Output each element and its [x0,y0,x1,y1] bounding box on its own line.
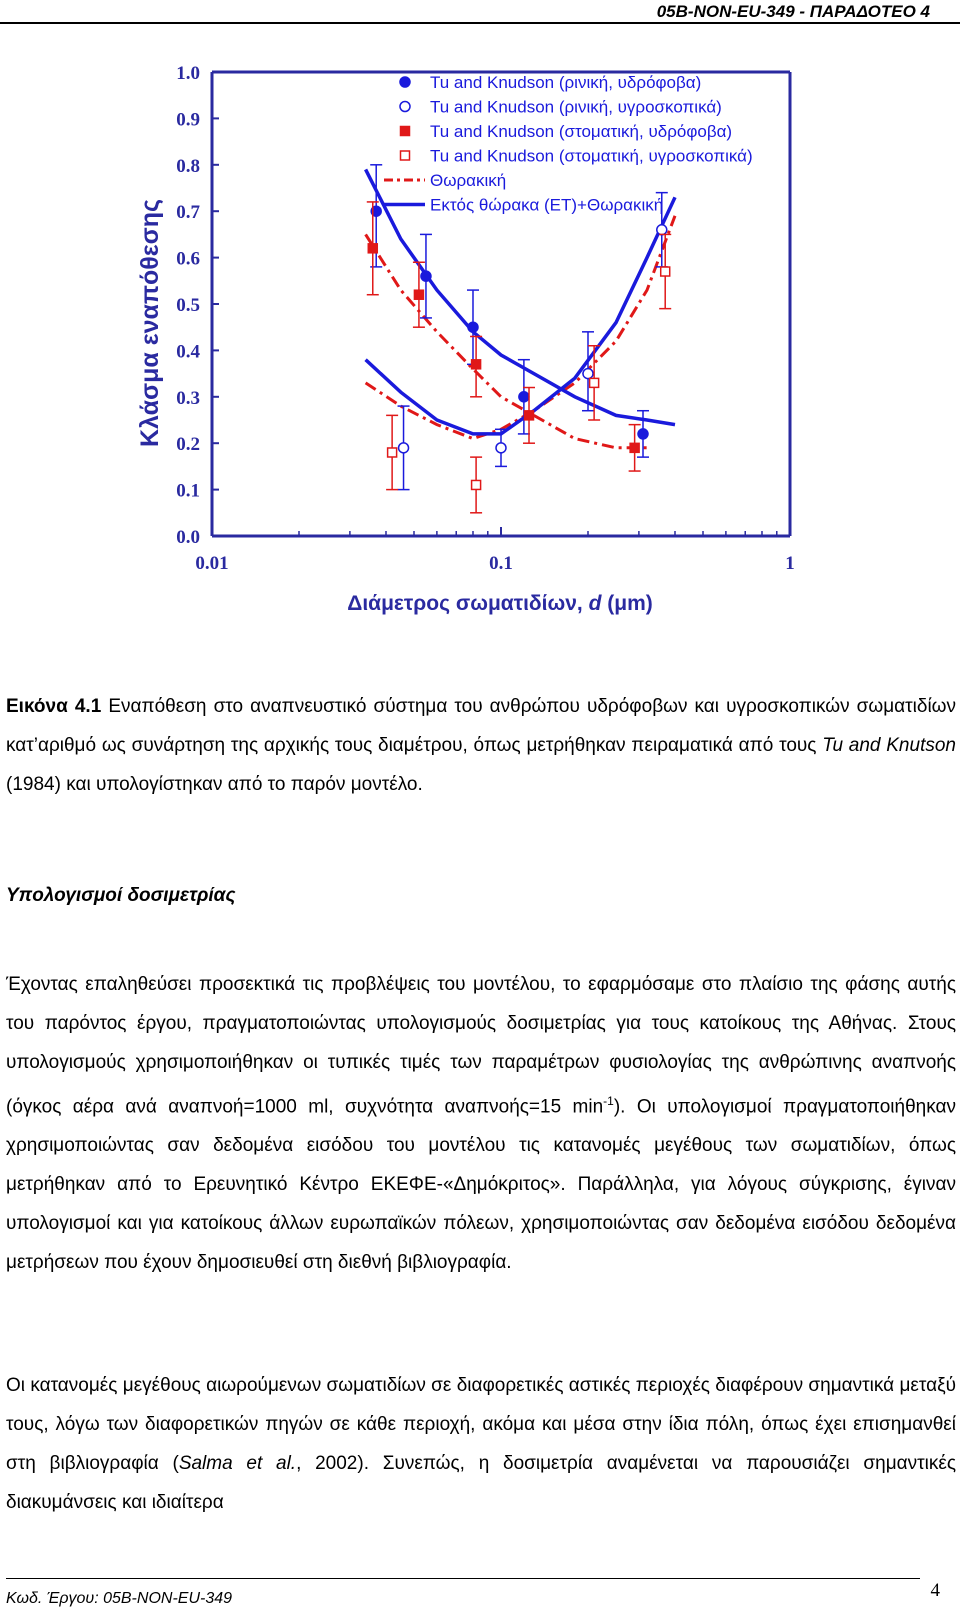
oral-hygroscopic-point [590,378,599,387]
paragraph-1 [6,965,956,1282]
oral-hydrophobic-point [472,360,481,369]
y-tick-label: 0.1 [176,480,200,502]
legend-label: Tu and Knudson (στοματική, υδρόφοβα) [430,122,733,141]
nasal-hygroscopic-point [657,225,667,235]
y-tick-label: 1.0 [176,63,200,84]
legend-label: Tu and Knudson (ρινική, υγροσκοπικά) [430,97,722,117]
legend-marker [400,77,410,87]
x-tick-label: 0.1 [489,553,513,574]
oral-hygroscopic-point [388,448,397,457]
paragraph-2-text-1: Οι κατανομές μεγέθους αιωρούμενων σωματιδίων σε διαφορετικές αστικές περιοχές διαφέρουν σημαντικά μεταξύ τους, λόγω των διαφορετικών πηγών σε κάθε περιοχή, ακόμα και μέσα στην ίδια πόλη, όπως έχει επισημανθεί στη βιβλιογραφία ( [6,1375,956,1474]
legend-label: Tu and Knudson (στοματική, υγροσκοπικά) [430,146,753,166]
y-tick-label: 0.8 [176,155,200,177]
legend-marker [401,127,410,136]
y-axis-label: Κλάσμα εναπόθεσης [136,198,164,448]
oral-hydrophobic-point [368,244,377,253]
y-tick-label: 0.0 [176,527,200,548]
y-tick-label: 0.4 [176,341,200,363]
y-tick-label: 0.7 [176,202,200,224]
y-tick-label: 0.9 [176,109,200,131]
oral-hydrophobic-point [630,443,639,452]
figure-label: Εικόνα 4.1 [6,696,102,717]
nasal-hygroscopic-point [399,443,409,453]
nasal-hydrophobic-point [421,271,431,281]
y-tick-label: 0.3 [176,387,200,409]
thoracic-model-low-line [366,216,675,439]
nasal-hygroscopic-point [583,369,593,379]
paragraph-2-text-2: , 2002). Συνεπώς, η δοσιμετρία αναμένεται να παρουσιάζει σημαντικές διακυμάνσεις και ιδιαίτερα [6,1453,956,1513]
x-axis-label-unit: (μm) [601,592,653,615]
oral-hydrophobic-point [414,290,423,299]
x-tick-label: 0.01 [195,553,229,574]
caption-text-2: (1984) και υπολογίστηκαν από το παρόν μοντέλο. [6,774,423,795]
legend-marker [401,151,410,160]
oral-hygroscopic-point [661,267,670,276]
thoracic-model-line [366,234,647,447]
caption-authors: Tu and Knutson [822,735,956,756]
document-header: 05B-NON-EU-349 - ΠΑΡΑΔΟΤΕΟ 4 [656,2,930,21]
paragraph-1-text-1: Έχοντας επαληθεύσει προσεκτικά τις προβλέψεις του μοντέλου, το εφαρμόσαμε στο πλαίσιο της φάσης αυτής του παρόντος έργου, πραγματοποιώντας υπολογισμούς δοσιμετρίας για τους κατοίκους της Αθήνας. Στους υπολογισμούς χρησιμοποιήθηκαν οι τυπικές τιμές των παραμέτρων φυσιολογίας της ανθρώπινης αναπνοής (όγκος αέρα ανά αναπνοή=1000 ml, συχνότητα αναπνοής=15 min [6,974,956,1118]
nasal-hydrophobic-point [638,429,648,439]
figure-caption [6,687,956,804]
section-title: Υπολογισμοί δοσιμετρίας [6,885,236,906]
legend-label: Tu and Knudson (ρινική, υδρόφοβα) [430,73,702,92]
y-tick-label: 0.6 [176,248,200,270]
plot-layer [176,63,795,574]
deposition-chart [0,40,960,640]
nasal-hydrophobic-point [519,392,529,402]
x-axis-label-prefix: Διάμετρος σωματιδίων, [347,592,589,615]
legend-label: Θωρακική [430,171,507,190]
legend-marker [400,102,410,112]
nasal-hydrophobic-point [468,322,478,332]
paragraph-2 [6,1366,956,1522]
paragraph-1-sup: -1 [603,1094,614,1108]
x-axis-label [347,592,653,615]
oral-hydrophobic-point [525,411,534,420]
legend-label: Εκτός θώρακα (ΕΤ)+Θωρακική [430,195,664,215]
page-number: 4 [930,1580,940,1601]
header-rule [0,22,960,24]
nasal-hygroscopic-point [496,443,506,453]
footer-rule [6,1578,920,1579]
paragraph-1-text-2: ). Οι υπολογισμοί πραγματοποιήθηκαν χρησιμοποιώντας σαν δεδομένα εισόδου του μοντέλου τις κατανομές μεγέθους των σωματιδίων, όπως μετρήθηκαν από το Ερευνητικό Κέντρο ΕΚΕΦΕ-«Δημόκριτος». Παράλληλα, για λόγους σύγκρισης, έγιναν υπολογισμοί και για κατοίκους άλλων ευρωπαϊκών πόλεων, χρησιμοποιώντας σαν δεδομένα εισόδου δεδομένα μετρήσεων που έχουν δημοσιευθεί στη διεθνή βιβλιογραφία. [6,1096,956,1274]
caption-text-1: Εναπόθεση στο αναπνευστικό σύστημα του ανθρώπου υδρόφοβων και υγροσκοπικών σωματιδίων κατ’αριθμό ως συνάρτηση της αρχικής τους διαμέτρου, όπως μετρήθηκαν πειραματικά από τους [6,696,956,756]
oral-hygroscopic-point [472,480,481,489]
x-tick-label: 1 [785,553,795,574]
x-axis-label-var: d [588,592,602,615]
y-tick-label: 0.2 [176,434,200,456]
y-tick-label: 0.5 [176,295,200,316]
footer-project-code: Κωδ. Έργου: 05B-NON-EU-349 [6,1590,233,1607]
paragraph-2-citation: Salma et al. [178,1453,297,1474]
